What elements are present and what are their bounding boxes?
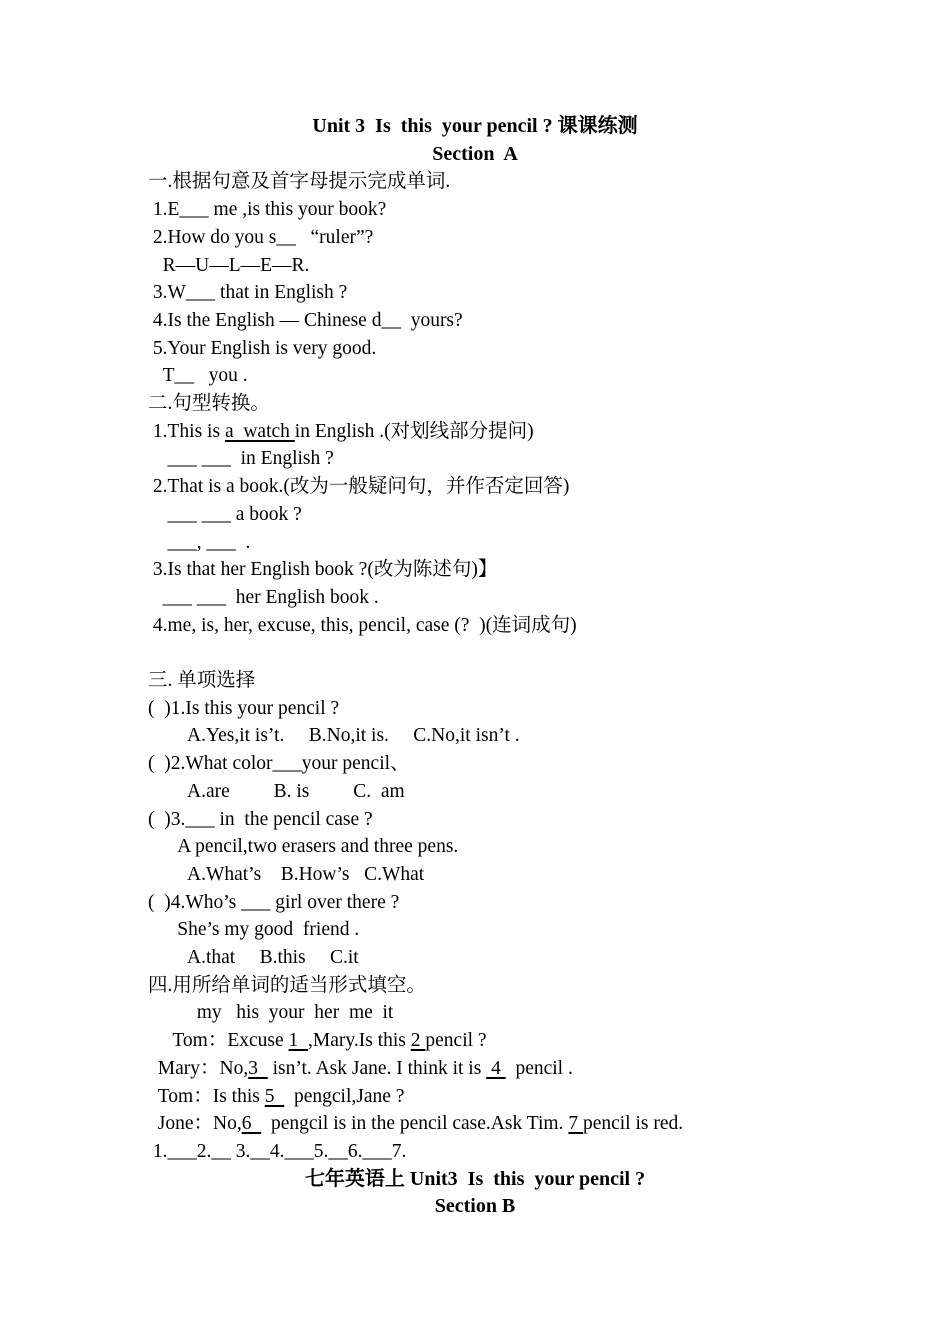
part3-q2 <box>0 750 950 778</box>
text-segment: Section A <box>432 142 518 165</box>
text-segment: ( )1.Is this your pencil ? <box>148 697 340 719</box>
text-segment: Jone：No, <box>148 1113 242 1135</box>
underlined-blank: 5 <box>264 1085 285 1107</box>
spacer <box>0 639 950 667</box>
part2-q4 <box>0 612 950 640</box>
text-segment: pengcil is in the pencil case.Ask Tim. <box>261 1113 569 1135</box>
part1-q2-spelling <box>0 252 950 280</box>
doc-title <box>0 113 950 141</box>
text-segment: 一.根据句意及首字母提示完成单词. <box>148 171 451 193</box>
dialogue-mary <box>0 1055 950 1083</box>
text-segment: 三. 单项选择 <box>148 670 256 692</box>
document-body <box>0 113 950 1221</box>
section-a-heading <box>0 141 950 169</box>
text-segment: my his your her me it <box>148 1002 394 1024</box>
part2-heading <box>0 390 950 418</box>
part1-q1 <box>0 196 950 224</box>
text-segment: isn’t. Ask Jane. I think it is <box>267 1057 487 1079</box>
part3-q4 <box>0 889 950 917</box>
text-segment: Section B <box>434 1195 516 1218</box>
text-segment: 2.How do you s__ “ruler”? <box>148 226 374 248</box>
text-segment: A.that B.this C.it <box>148 947 359 969</box>
text-segment: A.What’s B.How’s C.What <box>148 863 425 885</box>
text-segment: Mary：No, <box>148 1057 249 1079</box>
text-segment: 1.E___ me ,is this your book? <box>148 199 387 221</box>
text-segment: pencil is red. <box>582 1113 684 1135</box>
text-segment: pencil . <box>505 1057 573 1079</box>
dialogue-tom-1 <box>0 1027 950 1055</box>
part1-q2 <box>0 224 950 252</box>
text-segment: She’s my good friend . <box>148 919 360 941</box>
part2-q2 <box>0 473 950 501</box>
text-segment: pengcil,Jane ? <box>284 1085 405 1107</box>
text-segment: Unit 3 Is this your pencil ? 课课练测 <box>312 115 638 137</box>
text-segment: 4.Is the English — Chinese d__ yours? <box>148 309 463 331</box>
text-segment: ( )2.What color___your pencil、 <box>148 753 410 775</box>
underlined-blank: 6 <box>241 1113 262 1135</box>
text-segment: 3.W___ that in English ? <box>148 282 348 304</box>
part2-q1-blank <box>0 445 950 473</box>
part2-q1 <box>0 418 950 446</box>
part1-q3 <box>0 279 950 307</box>
part3-q3-answer <box>0 833 950 861</box>
text-segment: 2.That is a book.(改为一般疑问句，并作否定回答) <box>148 476 570 498</box>
part3-q1 <box>0 695 950 723</box>
part1-heading <box>0 168 950 196</box>
text-segment: A.Yes,it is’t. B.No,it is. C.No,it isn’t . <box>148 725 520 747</box>
part2-q3-blank <box>0 584 950 612</box>
text-segment: 4.me, is, her, excuse, this, pencil, case (? )(连词成句) <box>148 614 577 636</box>
text-segment: A pencil,two erasers and three pens. <box>148 836 459 858</box>
part4-heading <box>0 972 950 1000</box>
text-segment: A.are B. is C. am <box>148 780 405 802</box>
part2-q2-blank1 <box>0 501 950 529</box>
text-segment: pencil ? <box>425 1030 487 1052</box>
text-segment: 四.用所给单词的适当形式填空。 <box>148 974 426 996</box>
part3-heading <box>0 667 950 695</box>
text-segment: R—U—L—E—R. <box>148 254 310 276</box>
underlined-blank: 1 <box>288 1030 309 1052</box>
part3-q2-options <box>0 778 950 806</box>
text-segment: ___, ___ . <box>148 531 251 553</box>
text-segment: 二.句型转换。 <box>148 393 270 415</box>
text-segment: T__ you . <box>148 365 248 387</box>
part2-q3 <box>0 556 950 584</box>
part3-q1-options <box>0 722 950 750</box>
text-segment: Tom：Is this <box>148 1085 265 1107</box>
dialogue-jone <box>0 1110 950 1138</box>
text-segment: in English .(对划线部分提问) <box>294 420 534 442</box>
part4-word-bank <box>0 999 950 1027</box>
underlined-blank: 4 <box>486 1057 506 1079</box>
part1-q5 <box>0 335 950 363</box>
text-segment: ___ ___ in English ? <box>148 448 334 470</box>
underlined-blank: a watch <box>224 420 295 442</box>
part3-q4-answer <box>0 916 950 944</box>
dialogue-tom-2 <box>0 1083 950 1111</box>
part2-q2-blank2 <box>0 529 950 557</box>
underlined-blank: 7 <box>568 1113 583 1135</box>
part3-q3-options <box>0 861 950 889</box>
text-segment: ( )3.___ in the pencil case ? <box>148 808 373 830</box>
part3-q3 <box>0 806 950 834</box>
text-segment: 3.Is that her English book ?(改为陈述句)】 <box>148 559 498 581</box>
text-segment: ___ ___ her English book . <box>148 586 379 608</box>
text-segment: 七年英语上 Unit3 Is this your pencil ? <box>304 1167 646 1190</box>
text-segment: 1.This is <box>148 420 225 442</box>
section-b-heading <box>0 1193 950 1221</box>
underlined-blank: 3 <box>248 1057 268 1079</box>
text-segment: ___ ___ a book ? <box>148 503 302 525</box>
text-segment: 5.Your English is very good. <box>148 337 377 359</box>
answer-blanks <box>0 1138 950 1166</box>
text-segment: Tom：Excuse <box>148 1030 289 1052</box>
text-segment: ,Mary.Is this <box>308 1030 411 1052</box>
footer-title <box>0 1166 950 1194</box>
text-segment: ( )4.Who’s ___ girl over there ? <box>148 891 400 913</box>
part3-q4-options <box>0 944 950 972</box>
text-segment: 1.___2.__ 3.__4.___5.__6.___7. <box>148 1141 407 1162</box>
part1-q4 <box>0 307 950 335</box>
underlined-blank: 2 <box>410 1030 426 1052</box>
part1-q5-answer <box>0 362 950 390</box>
